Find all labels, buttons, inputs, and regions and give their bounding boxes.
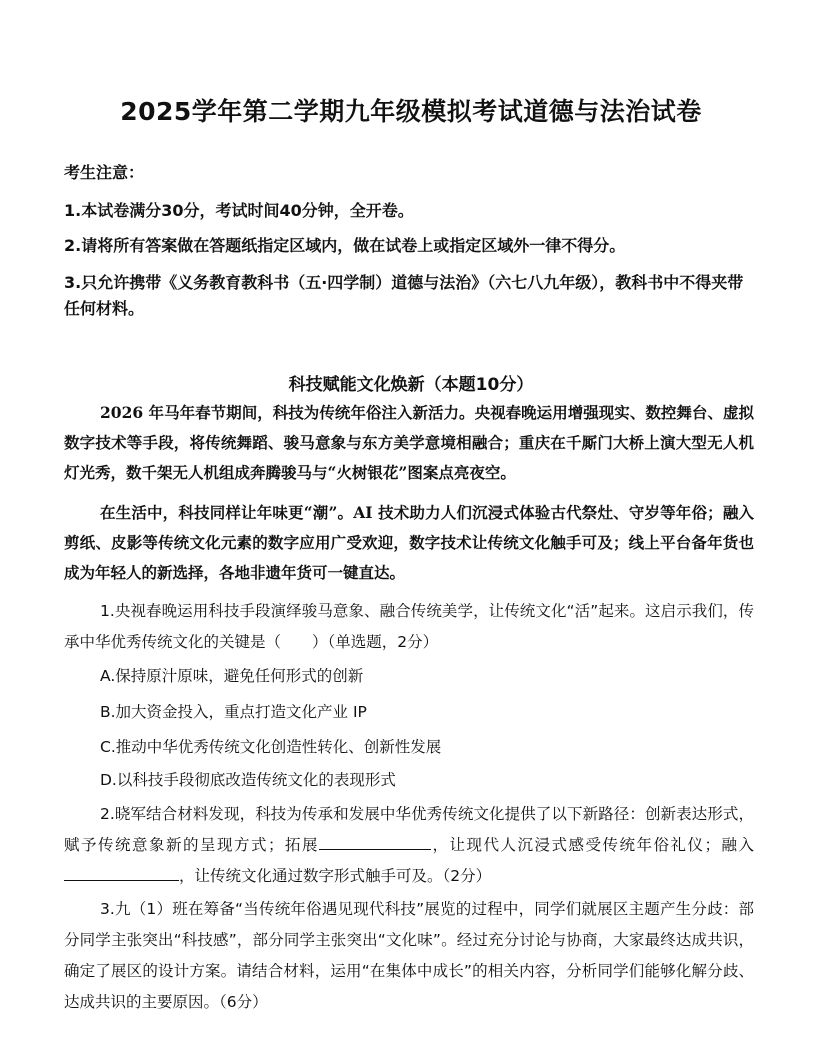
- question-2: [64, 799, 754, 892]
- question-1-option-d: D.以科技手段彻底改造传统文化的表现形式: [100, 771, 396, 789]
- answer-blank-2: [64, 879, 179, 881]
- answer-blank-1: [319, 848, 431, 850]
- question-2-text-part-2: ，让现代人沉浸式感受传统年俗礼仪；融入: [431, 836, 754, 854]
- question-1-option-a: A.保持原汁原味，避免任何形式的创新: [100, 667, 364, 685]
- notice-item-2: 2.请将所有答案做在答题纸指定区域内，做在试卷上或指定区域外一律不得分。: [64, 236, 626, 255]
- material-paragraph-2: 在生活中，科技同样让年味更“潮”。AI 技术助力人们沉浸式体验古代祭灶、守岁等年俗；融入剪纸、皮影等传统文化元素的数字应用广受欢迎，数字技术让传统文化触手可及；线上平台备年货也成为年轻人的新选择，各地非遗年货可一键直达。: [64, 503, 754, 582]
- question-1-option-c: C.推动中华优秀传统文化创造性转化、创新性发展: [100, 738, 442, 756]
- question-3-stem: 3.九（1）班在筹备“当传统年俗遇见现代科技”展览的过程中，同学们就展区主题产生分歧：部分同学主张突出“科技感”，部分同学主张突出“文化味”。经过充分讨论与协商，大家最终达成共识，确定了展区的设计方案。请结合材料，运用“在集体中成长”的相关内容，分析同学们能够化解分歧、达成共识的主要原因。（6分）: [64, 900, 754, 1011]
- question-1-stem: 1.央视春晚运用科技手段演绎骏马意象、融合传统美学，让传统文化“活”起来。这启示我们，传承中华优秀传统文化的关键是（ ）（单选题，2分）: [64, 602, 754, 651]
- material-paragraph-1: 2026 年马年春节期间，科技为传统年俗注入新活力。央视春晚运用增强现实、数控舞台、虚拟数字技术等手段，将传统舞蹈、骏马意象与东方美学意境相融合；重庆在千厮门大桥上演大型无人机灯光秀，数千架无人机组成奔腾骏马与“火树银花”图案点亮夜空。: [64, 403, 754, 482]
- question-1-option-b: B.加大资金投入，重点打造文化产业 IP: [100, 703, 367, 721]
- notice-heading: 考生注意：: [64, 163, 145, 182]
- section-title: 科技赋能文化焕新（本题10分）: [288, 375, 534, 395]
- notice-item-3: 3.只允许携带《义务教育教科书（五·四学制）道德与法治》（六七八九年级），教科书中不得夹带任何材料。: [64, 273, 744, 318]
- question-2-text-part-1: 2.晓军结合材料发现，科技为传承和发展中华优秀传统文化提供了以下新路径：创新表达形式，赋予传统意象新的呈现方式；拓展: [64, 805, 754, 854]
- question-2-text-part-3: ，让传统文化通过数字形式触手可及。（2分）: [179, 867, 492, 885]
- exam-title: 2025学年第二学期九年级模拟考试道德与法治试卷: [120, 97, 702, 126]
- notice-item-1: 1.本试卷满分30分，考试时间40分钟，全开卷。: [64, 201, 414, 220]
